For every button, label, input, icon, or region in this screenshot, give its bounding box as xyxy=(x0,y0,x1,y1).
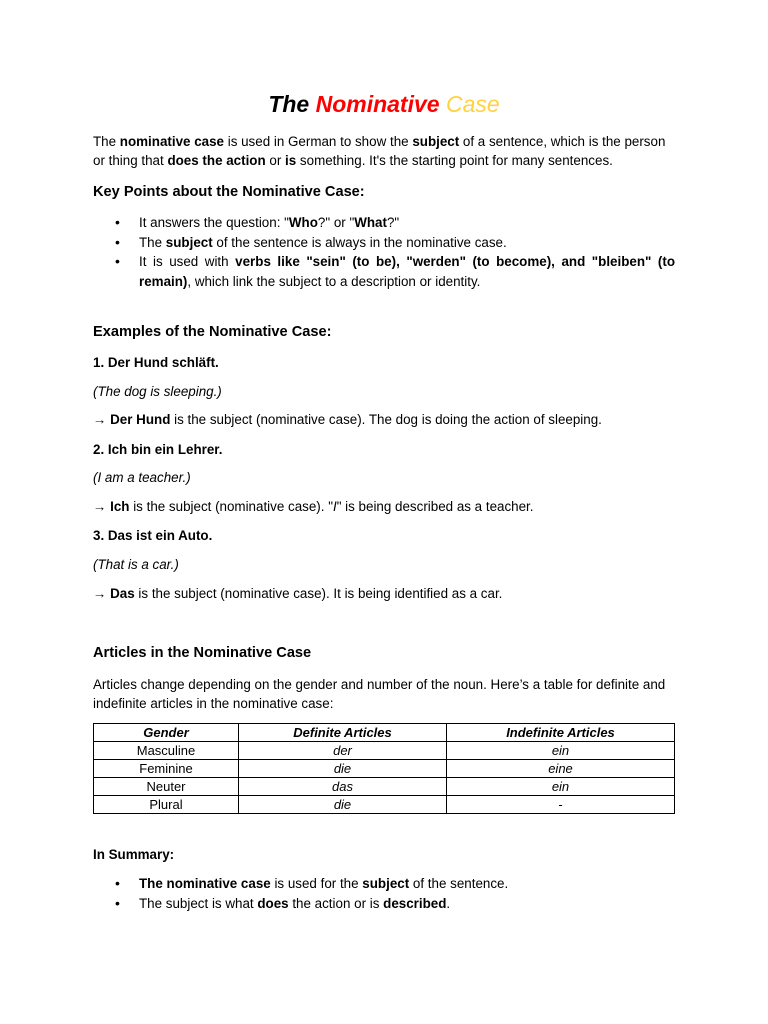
key-point-item: • It answers the question: "Who?" or "What?" xyxy=(93,213,675,233)
summary-item: • The nominative case is used for the subject of the sentence. xyxy=(93,874,675,894)
table-header-indefinite: Indefinite Articles xyxy=(447,724,675,742)
key-point-item: • The subject of the sentence is always in the nominative case. xyxy=(93,233,675,253)
table-row xyxy=(94,742,675,760)
title-word-case: Case xyxy=(445,91,500,117)
articles-description: Articles change depending on the gender and number of the noun. Here’s a table for definite and indefinite articles in the nominative case: xyxy=(93,677,666,711)
key-points-list xyxy=(93,213,675,291)
summary-item: • The subject is what does the action or is described. xyxy=(93,894,675,914)
intro-paragraph: The nominative case is used in German to show the subject of a sentence, which is the person or thing that does the action or is something. It's the starting point for many sentences. xyxy=(93,134,666,168)
summary-heading: In Summary: xyxy=(93,847,175,862)
articles-table xyxy=(93,723,675,814)
title-word-nominative: Nominative xyxy=(315,91,440,117)
table-header-gender: Gender xyxy=(94,724,239,742)
table-cell: die xyxy=(239,760,447,778)
example-2-german: 2. Ich bin ein Lehrer. xyxy=(93,442,223,457)
table-row xyxy=(94,796,675,814)
table-cell: ein xyxy=(447,778,675,796)
table-cell: eine xyxy=(447,760,675,778)
example-1-german: 1. Der Hund schläft. xyxy=(93,355,219,370)
table-row xyxy=(94,760,675,778)
table-cell: der xyxy=(239,742,447,760)
examples-heading: Examples of the Nominative Case: xyxy=(93,324,332,340)
summary-list xyxy=(93,874,675,913)
articles-heading: Articles in the Nominative Case xyxy=(93,645,312,661)
key-point-item: • It is used with verbs like "sein" (to be), "werden" (to become), and "bleiben" (to remain), which link the subject to a description or identity. xyxy=(93,252,675,291)
example-2-translation: (I am a teacher.) xyxy=(93,470,191,485)
example-3-german: 3. Das ist ein Auto. xyxy=(93,528,213,543)
table-cell: - xyxy=(447,796,675,814)
title-word-the: The xyxy=(268,91,310,117)
table-cell: das xyxy=(239,778,447,796)
table-cell: Masculine xyxy=(94,742,239,760)
example-3-translation: (That is a car.) xyxy=(93,557,179,572)
page-title xyxy=(93,88,675,120)
table-cell: Plural xyxy=(94,796,239,814)
table-header-definite: Definite Articles xyxy=(239,724,447,742)
example-3-explanation: → Das is the subject (nominative case). It is being identified as a car. xyxy=(93,586,503,601)
example-1-explanation: → Der Hund is the subject (nominative case). The dog is doing the action of sleeping. xyxy=(93,412,602,427)
example-2-explanation: → Ich is the subject (nominative case). "I" is being described as a teacher. xyxy=(93,499,534,514)
key-points-heading: Key Points about the Nominative Case: xyxy=(93,184,365,200)
table-cell: Neuter xyxy=(94,778,239,796)
table-cell: Feminine xyxy=(94,760,239,778)
example-1-translation: (The dog is sleeping.) xyxy=(93,384,222,399)
table-cell: ein xyxy=(447,742,675,760)
table-row xyxy=(94,778,675,796)
table-cell: die xyxy=(239,796,447,814)
table-header-row xyxy=(94,724,675,742)
